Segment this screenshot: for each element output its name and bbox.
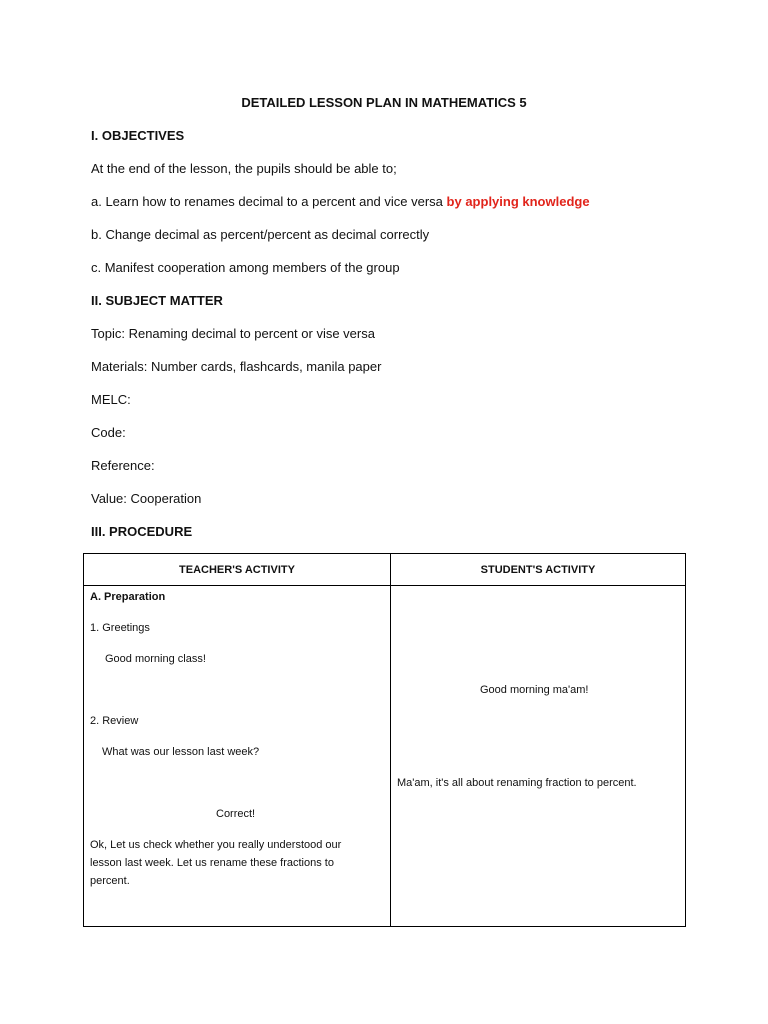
- activity-table: [83, 553, 686, 927]
- greetings-label: 1. Greetings: [90, 622, 150, 634]
- check-line-1: Ok, Let us check whether you really understood our: [90, 839, 342, 851]
- objective-a: [91, 194, 590, 210]
- objective-a-highlight: by applying knowledge: [446, 194, 590, 209]
- procedure-heading: III. PROCEDURE: [91, 524, 193, 539]
- check-line-2: lesson last week. Let us rename these fractions to: [90, 857, 334, 869]
- table-header-row: [84, 554, 686, 586]
- review-question: What was our lesson last week?: [102, 746, 260, 758]
- topic-line: Topic: Renaming decimal to percent or vise versa: [91, 326, 375, 341]
- objective-a-text: a. Learn how to renames decimal to a percent and vice versa: [91, 194, 443, 209]
- objectives-intro: At the end of the lesson, the pupils should be able to;: [91, 161, 397, 176]
- student-activity-cell: [391, 586, 686, 927]
- check-line-3: percent.: [90, 875, 130, 887]
- teacher-activity-header: TEACHER'S ACTIVITY: [84, 554, 391, 586]
- table-row: [84, 586, 686, 927]
- student-greeting-reply: Good morning ma'am!: [480, 684, 589, 696]
- review-label: 2. Review: [90, 715, 139, 727]
- subject-matter-heading: II. SUBJECT MATTER: [91, 293, 223, 308]
- objective-b: b. Change decimal as percent/percent as decimal correctly: [91, 227, 430, 242]
- document-title: DETAILED LESSON PLAN IN MATHEMATICS 5: [241, 95, 527, 110]
- correct-response: Correct!: [216, 808, 256, 820]
- teacher-greeting: Good morning class!: [105, 653, 206, 665]
- teacher-activity-cell: [84, 586, 391, 927]
- value-line: Value: Cooperation: [91, 491, 202, 506]
- preparation-heading: A. Preparation: [90, 591, 166, 603]
- code-line: Code:: [91, 425, 126, 440]
- reference-line: Reference:: [91, 458, 155, 473]
- objectives-heading: I. OBJECTIVES: [91, 128, 185, 143]
- objective-c: c. Manifest cooperation among members of the group: [91, 260, 400, 275]
- student-activity-header: STUDENT'S ACTIVITY: [391, 554, 686, 586]
- melc-line: MELC:: [91, 392, 131, 407]
- materials-line: Materials: Number cards, flashcards, manila paper: [91, 359, 382, 374]
- student-review-answer: Ma'am, it's all about renaming fraction to percent.: [397, 777, 637, 789]
